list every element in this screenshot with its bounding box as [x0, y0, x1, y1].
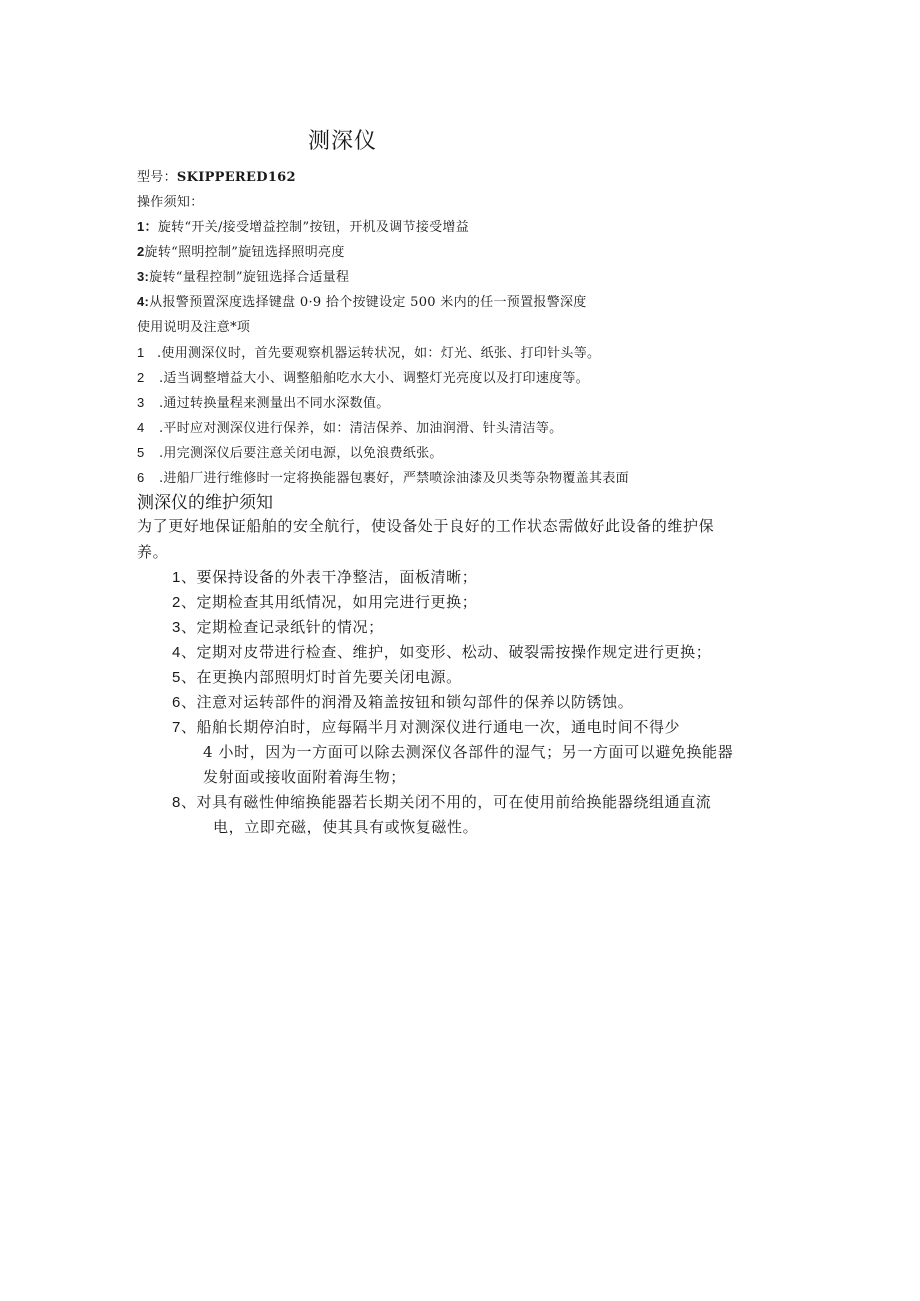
maintenance-item-text: 发射面或接收面附着海生物； — [203, 768, 406, 786]
usage-item-text: .通过转换量程来测量出不同水深数值。 — [159, 396, 390, 411]
usage-item — [137, 342, 600, 361]
maintenance-item-text: 注意对运转部件的润滑及箱盖按钮和锁勾部件的保养以防锈蚀。 — [196, 693, 634, 711]
usage-item — [137, 442, 443, 461]
model-value: SKIPPERED162 — [176, 170, 296, 185]
usage-item-text: .平时应对测深仪进行保养，如：清洁保养、加油润滑、针头清洁等。 — [159, 421, 563, 436]
ops-item — [137, 291, 587, 310]
maintenance-item-text: 电，立即充磁，使其具有或恢复磁性。 — [213, 818, 479, 836]
ops-item-text: 旋转“开关/接受增益控制”按钮，开机及调节接受增益 — [157, 220, 470, 235]
maintenance-item-number: 5、 — [172, 669, 197, 686]
ops-item-text: 旋转“量程控制”旋钮选择合适量程 — [149, 270, 350, 285]
maintenance-item — [172, 591, 477, 612]
maintenance-item-text: 定期对皮带进行检查、维护，如变形、松动、破裂需按操作规定进行更换； — [196, 643, 712, 661]
maintenance-item-number: 1、 — [172, 569, 197, 586]
ops-item-number: 1： — [137, 219, 158, 234]
usage-item-number: 2 — [137, 370, 145, 385]
usage-item-text: .进船厂进行维修时一定将换能器包裹好，严禁喷涂油漆及贝类等杂物覆盖其表面 — [159, 471, 629, 486]
ops-item-number: 4: — [137, 294, 150, 309]
maintenance-item — [172, 666, 462, 687]
usage-item — [137, 367, 589, 386]
maintenance-item-continuation — [203, 766, 406, 787]
maintenance-item — [172, 566, 477, 587]
ops-item — [137, 216, 469, 235]
ops-item-text: 从报警预置深度选择键盘 0·9 拾个按键设定 500 米内的任一预置报警深度 — [149, 295, 587, 310]
usage-item-text: .用完测深仪后要注意关闭电源，以免浪费纸张。 — [159, 446, 443, 461]
usage-item-number: 3 — [137, 395, 145, 410]
ops-item — [137, 266, 349, 285]
usage-heading: 使用说明及注意*项 — [137, 320, 251, 335]
maintenance-item — [172, 791, 711, 812]
maintenance-intro-line: 为了更好地保证船舶的安全航行，使设备处于良好的工作状态需做好此设备的维护保 — [137, 517, 715, 535]
maintenance-item-text: 要保持设备的外表干净整洁，面板清晰； — [196, 568, 478, 586]
maintenance-item-number: 3、 — [172, 619, 197, 636]
maintenance-intro-line: 养。 — [137, 543, 169, 561]
ops-item — [137, 241, 345, 260]
maintenance-item-text: 在更换内部照明灯时首先要关闭电源。 — [196, 668, 462, 686]
maintenance-item-number: 4、 — [172, 644, 197, 661]
model-label: 型号： — [137, 170, 177, 185]
ops-heading: 操作须知： — [137, 195, 204, 210]
usage-item — [137, 417, 562, 436]
maintenance-item-text: 对具有磁性伸缩换能器若长期关闭不用的，可在使用前给换能器绕组通直流 — [196, 793, 712, 811]
usage-item-number: 1 — [137, 345, 145, 360]
usage-item-text: .适当调整增益大小、调整船舶吃水大小、调整灯光亮度以及打印速度等。 — [159, 371, 590, 386]
maintenance-item-text: 定期检查其用纸情况，如用完进行更换； — [196, 593, 478, 611]
ops-item-number: 3: — [137, 269, 150, 284]
maintenance-item-continuation — [203, 741, 733, 762]
model-line — [137, 166, 296, 185]
maintenance-item — [172, 641, 711, 662]
maintenance-heading: 测深仪的维护须知 — [137, 493, 273, 513]
usage-item-number: 4 — [137, 420, 145, 435]
usage-item-number: 6 — [137, 470, 145, 485]
maintenance-item-number: 6、 — [172, 694, 197, 711]
maintenance-item — [172, 691, 633, 712]
maintenance-item-number: 8、 — [172, 794, 197, 811]
usage-item — [137, 392, 390, 411]
ops-item-text: 旋转“照明控制”旋钮选择照明亮度 — [144, 245, 345, 260]
usage-item-number: 5 — [137, 445, 145, 460]
maintenance-item — [172, 716, 680, 737]
maintenance-item-number: 2、 — [172, 594, 197, 611]
maintenance-item-text: 船舶长期停泊时，应每隔半月对测深仪进行通电一次，通电时间不得少 — [196, 718, 681, 736]
page-title: 测深仪 — [308, 129, 378, 154]
ops-item-number: 2 — [137, 244, 145, 259]
usage-item — [137, 467, 629, 486]
maintenance-item-continuation — [213, 816, 478, 837]
maintenance-item-text: 定期检查记录纸针的情况； — [196, 618, 384, 636]
maintenance-item-number: 7、 — [172, 719, 197, 736]
usage-item-text: .使用测深仪时，首先要观察机器运转状况，如：灯光、纸张、打印针头等。 — [157, 346, 601, 361]
maintenance-item-text: 4 小时，因为一方面可以除去测深仪各部件的湿气；另一方面可以避免换能器 — [203, 743, 734, 761]
maintenance-item — [172, 616, 384, 637]
